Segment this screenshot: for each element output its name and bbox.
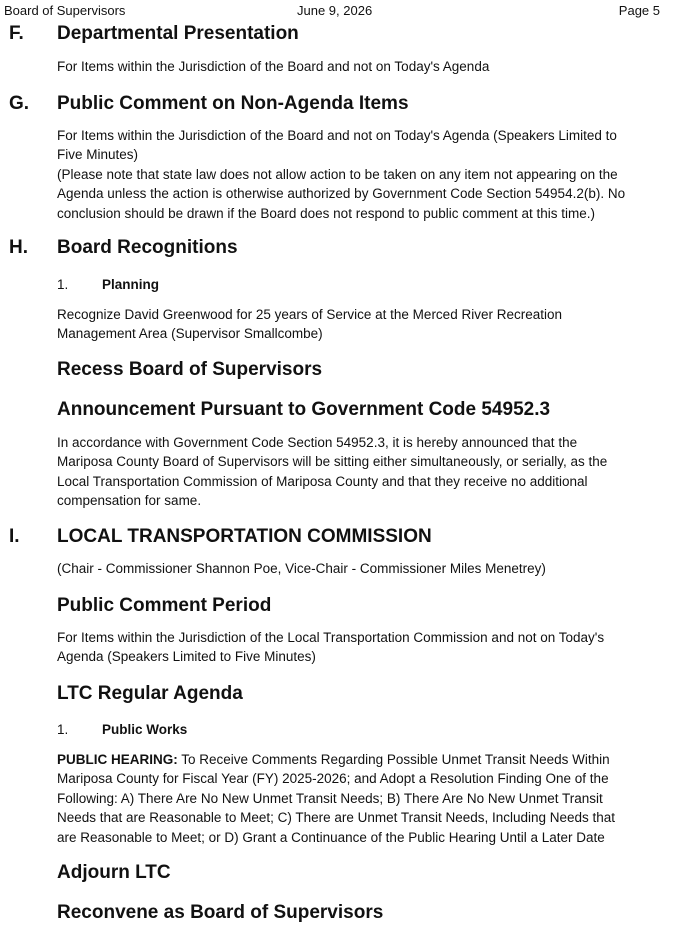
item-label: Public Works [102, 722, 188, 737]
section-h-item-body [57, 305, 662, 344]
section-g-line: For Items within the Jurisdiction of the Board and not on Today's Agenda (Speakers Limited to [57, 128, 617, 143]
header-page-number: Page 5 [618, 3, 660, 18]
section-i-letter: I. [9, 526, 20, 547]
announcement-heading: Announcement Pursuant to Government Code 54952.3 [57, 399, 551, 420]
section-g-line: Agenda unless the action is otherwise authorized by Government Code Section 54954.2(b). No [57, 186, 626, 202]
section-f-body: For Items within the Jurisdiction of the Board and not on Today's Agenda [57, 59, 490, 74]
public-hearing-body [57, 750, 662, 847]
section-g-title: Public Comment on Non-Agenda Items [57, 93, 409, 114]
header-date: June 9, 2026 [297, 3, 373, 18]
section-i-body: (Chair - Commissioner Shannon Poe, Vice-Chair - Commissioner Miles Menetrey) [57, 561, 546, 576]
adjourn-heading: Adjourn LTC [57, 862, 171, 883]
section-g-letter: G. [9, 93, 30, 114]
announcement-line: compensation for same. [57, 493, 202, 509]
section-h-line: Management Area (Supervisor Smallcombe) [57, 326, 323, 342]
section-f-title: Departmental Presentation [57, 23, 299, 44]
public-hearing-line: Needs that are Reasonable to Meet; C) There are Unmet Transit Needs, Including Needs that [57, 810, 616, 826]
public-comment-line: Agenda (Speakers Limited to Five Minutes) [57, 649, 316, 665]
public-comment-body [57, 628, 662, 667]
public-hearing-label: PUBLIC HEARING: [57, 752, 178, 767]
section-i-title: LOCAL TRANSPORTATION COMMISSION [57, 526, 432, 547]
item-number: 1. [57, 722, 69, 737]
public-hearing-line [57, 750, 662, 769]
header-board-name: Board of Supervisors [4, 3, 126, 18]
item-label: Planning [102, 277, 159, 292]
section-h-item [57, 276, 159, 294]
public-hearing-text: To Receive Comments Regarding Possible Unmet Transit Needs Within [177, 752, 610, 767]
section-g-body [57, 126, 662, 223]
public-comment-line: For Items within the Jurisdiction of the Local Transportation Commission and not on Today's [57, 630, 605, 645]
public-hearing-line: Mariposa County for Fiscal Year (FY) 2025-2026; and Adopt a Resolution Finding One of the [57, 771, 609, 787]
announcement-line: Local Transportation Commission of Mariposa County and that they receive no additional [57, 473, 588, 489]
page-header [0, 0, 680, 20]
announcement-body [57, 433, 662, 511]
public-hearing-line: are Reasonable to Meet; or D) Grant a Continuance of the Public Hearing Until a Later Date [57, 829, 605, 845]
section-h-title: Board Recognitions [57, 237, 238, 258]
section-g-line: (Please note that state law does not allow action to be taken on any item not appearing on the [57, 166, 618, 182]
announcement-line: Mariposa County Board of Supervisors will be sitting either simultaneously, or serially, as the [57, 454, 608, 470]
announcement-line: In accordance with Government Code Section 54952.3, it is hereby announced that the [57, 435, 578, 450]
public-hearing-line: Following: A) There Are No New Unmet Transit Needs; B) There Are No New Unmet Transit [57, 790, 603, 806]
section-g-line: Five Minutes) [57, 147, 139, 163]
public-comment-heading: Public Comment Period [57, 595, 272, 616]
section-f-letter: F. [9, 23, 24, 44]
section-g-line: conclusion should be drawn if the Board does not respond to public comment at this time.) [57, 205, 596, 221]
item-number: 1. [57, 277, 69, 292]
ltc-agenda-item [57, 721, 187, 739]
recess-heading: Recess Board of Supervisors [57, 359, 323, 380]
reconvene-heading: Reconvene as Board of Supervisors [57, 902, 384, 923]
ltc-agenda-heading: LTC Regular Agenda [57, 683, 243, 704]
section-h-line: Recognize David Greenwood for 25 years of Service at the Merced River Recreation [57, 307, 562, 322]
section-h-letter: H. [9, 237, 28, 258]
